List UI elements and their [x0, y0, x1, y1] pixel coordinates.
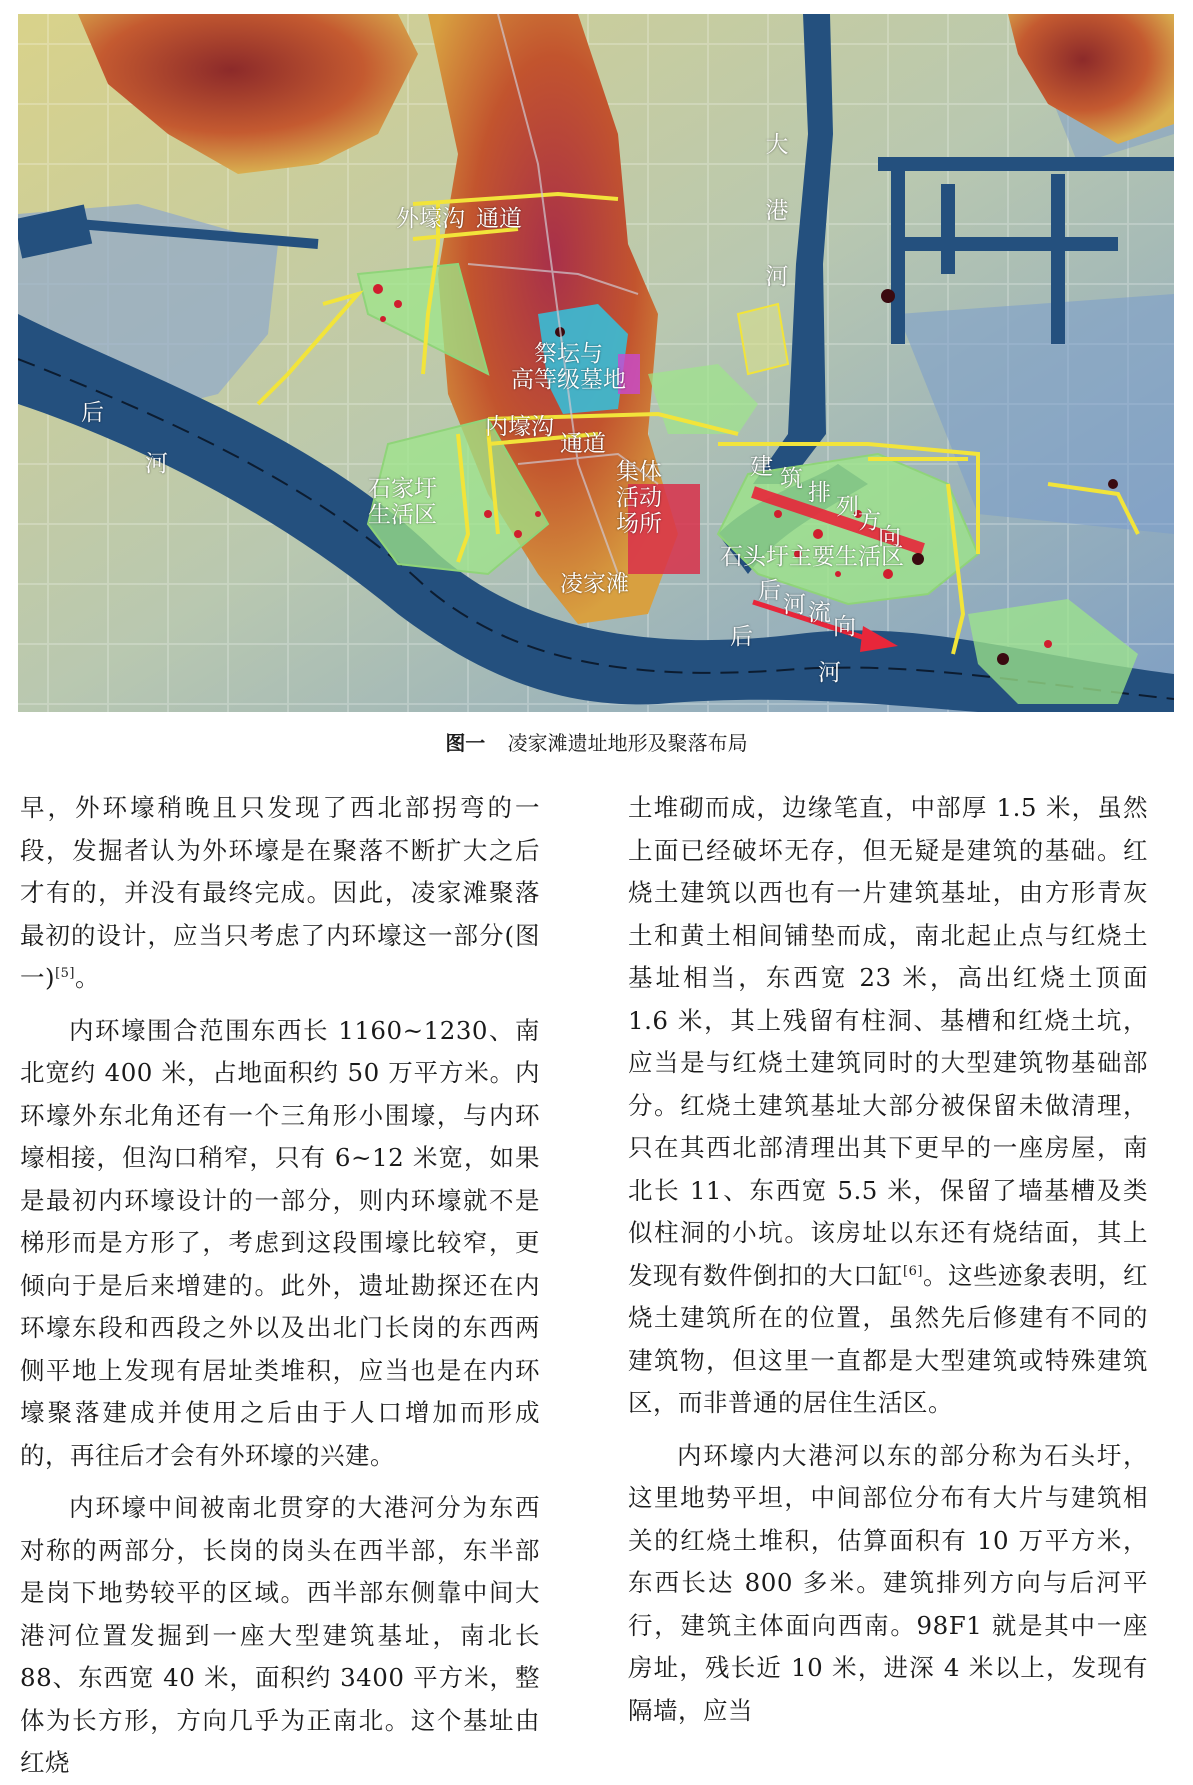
site-map-figure — [18, 14, 1174, 712]
label-flow-1: 后 — [758, 578, 781, 604]
label-flow-4: 向 — [833, 614, 856, 640]
citation-ref: [5] — [55, 965, 75, 981]
paragraph-text: 。这些迹象表明，红烧土建筑所在的位置，虽然先后修建有不同的建筑物，但这里一直都是大型建筑或特殊建筑区，而非普通的居住生活区。 — [628, 1260, 1149, 1417]
label-dagang-river-char: 大 — [765, 132, 789, 158]
label-passage-south: 通道 — [560, 431, 606, 457]
label-lingjiatan: 凌家滩 — [560, 571, 629, 597]
paragraph-text: 土堆砌而成，边缘笔直，中部厚 1.5 米，虽然上面已经破坏无存，但无疑是建筑的基础。红烧土建筑以西也有一片建筑基址，由方形青灰土和黄土相间铺垫而成，南北起止点与红烧土基址相当，东西宽 23 米，高出红烧土顶面 1.6 米，其上残留有柱洞、基槽和红烧土坑，应当是与红烧土建筑同时的大型建筑物基础部分。红烧土建筑基址大部分被保留未做清理，只在其西北部清理出其下更早的一座房屋，南北长 11、东西宽 5.5 米，保留了墙基槽及类似柱洞的小坑。该房址以东还有烧结面，其上发现有数件倒扣的大口缸 — [628, 793, 1148, 1290]
label-arrangement-1: 建 — [750, 454, 773, 480]
paragraph: 内环壕围合范围东西长 1160~1230、南北宽约 400 米，占地面积约 50 万平方米。内环壕外东北角还有一个三角形小围壕，与内环壕相接，但沟口稍窄，只有 6~12 米宽，如果是最初内环壕设计的一部分，则内环壕就不是梯形而是方形了，考虑到这段围壕比较窄，更倾向于是后来增建的。此外，遗址勘探还在内环壕东段和西段之外以及出北门长岗的东西两侧平地上发现有居址类堆积，应当也是在内环壕聚落建成并使用之后由于人口增加而形成的，再往后才会有外环壕的兴建。 — [20, 1015, 540, 1470]
paragraph: 内环壕内大港河以东的部分称为石头圩，这里地势平坦，中间部位分布有大片与建筑相关的红烧土堆积，估算面积有 10 万平方米，东西长达 800 多米。建筑排列方向与后河平行，建筑主体面向西南。98F1 就是其中一座房址，残长近 10 米，进深 4 米以上，发现有隔墙，应当 — [628, 1440, 1148, 1725]
citation-ref: [6] — [903, 1263, 923, 1279]
label-altar-cemetery: 祭坛与 高等级墓地 — [511, 341, 626, 393]
label-flow-2: 河 — [783, 592, 806, 618]
label-flow-3: 流 — [808, 600, 831, 626]
label-hou-river-west-2: 河 — [145, 451, 168, 477]
label-arrangement-6: 向 — [878, 524, 901, 550]
label-shitouwei-living-area: 石头圩主要生活区 — [720, 544, 904, 570]
text-column-right — [628, 787, 1148, 1732]
label-collective-activity-area: 集体 活动 场所 — [616, 459, 662, 537]
figure-caption — [0, 727, 1193, 756]
figure-number: 图一 — [445, 731, 486, 755]
label-shijiawei-living-area: 石家圩 生活区 — [368, 476, 437, 528]
label-hou-river-east-2: 河 — [818, 660, 841, 686]
label-hou-river-east-1: 后 — [730, 624, 753, 650]
label-dagang-river-char: 河 — [765, 264, 789, 290]
text-column-left — [20, 787, 540, 1785]
paragraph — [628, 787, 1148, 1425]
label-hou-river-west-1: 后 — [81, 400, 104, 426]
paragraph-text: 。 — [74, 963, 100, 992]
label-dagang-river-char: 港 — [765, 198, 789, 224]
label-outer-moat: 外壕沟 — [396, 206, 465, 232]
paragraph: 内环壕中间被南北贯穿的大港河分为东西对称的两部分，长岗的岗头在西半部，东半部是岗下地势较平的区域。西半部东侧靠中间大港河位置发掘到一座大型建筑基址，南北长 88、东西宽 40 米，面积约 3400 平方米，整体为长方形，方向几乎为正南北。这个基址由红烧 — [20, 1493, 540, 1777]
paragraph-text: 早，外环壕稍晚且只发现了西北部拐弯的一段，发掘者认为外环壕是在聚落不断扩大之后才有的，并没有最终完成。因此，凌家滩聚落最初的设计，应当只考虑了内环壕这一部分(图一) — [20, 793, 540, 992]
label-dagang-river — [764, 126, 790, 296]
paragraph — [20, 787, 540, 1000]
label-arrangement-5: 方 — [858, 508, 881, 534]
label-inner-moat: 内壕沟 — [485, 414, 554, 440]
label-passage-north: 通道 — [476, 206, 522, 232]
label-arrangement-2: 筑 — [780, 466, 803, 492]
figure-title: 凌家滩遗址地形及聚落布局 — [507, 731, 748, 755]
label-arrangement-3: 排 — [808, 480, 831, 506]
label-arrangement-4: 列 — [836, 494, 859, 520]
